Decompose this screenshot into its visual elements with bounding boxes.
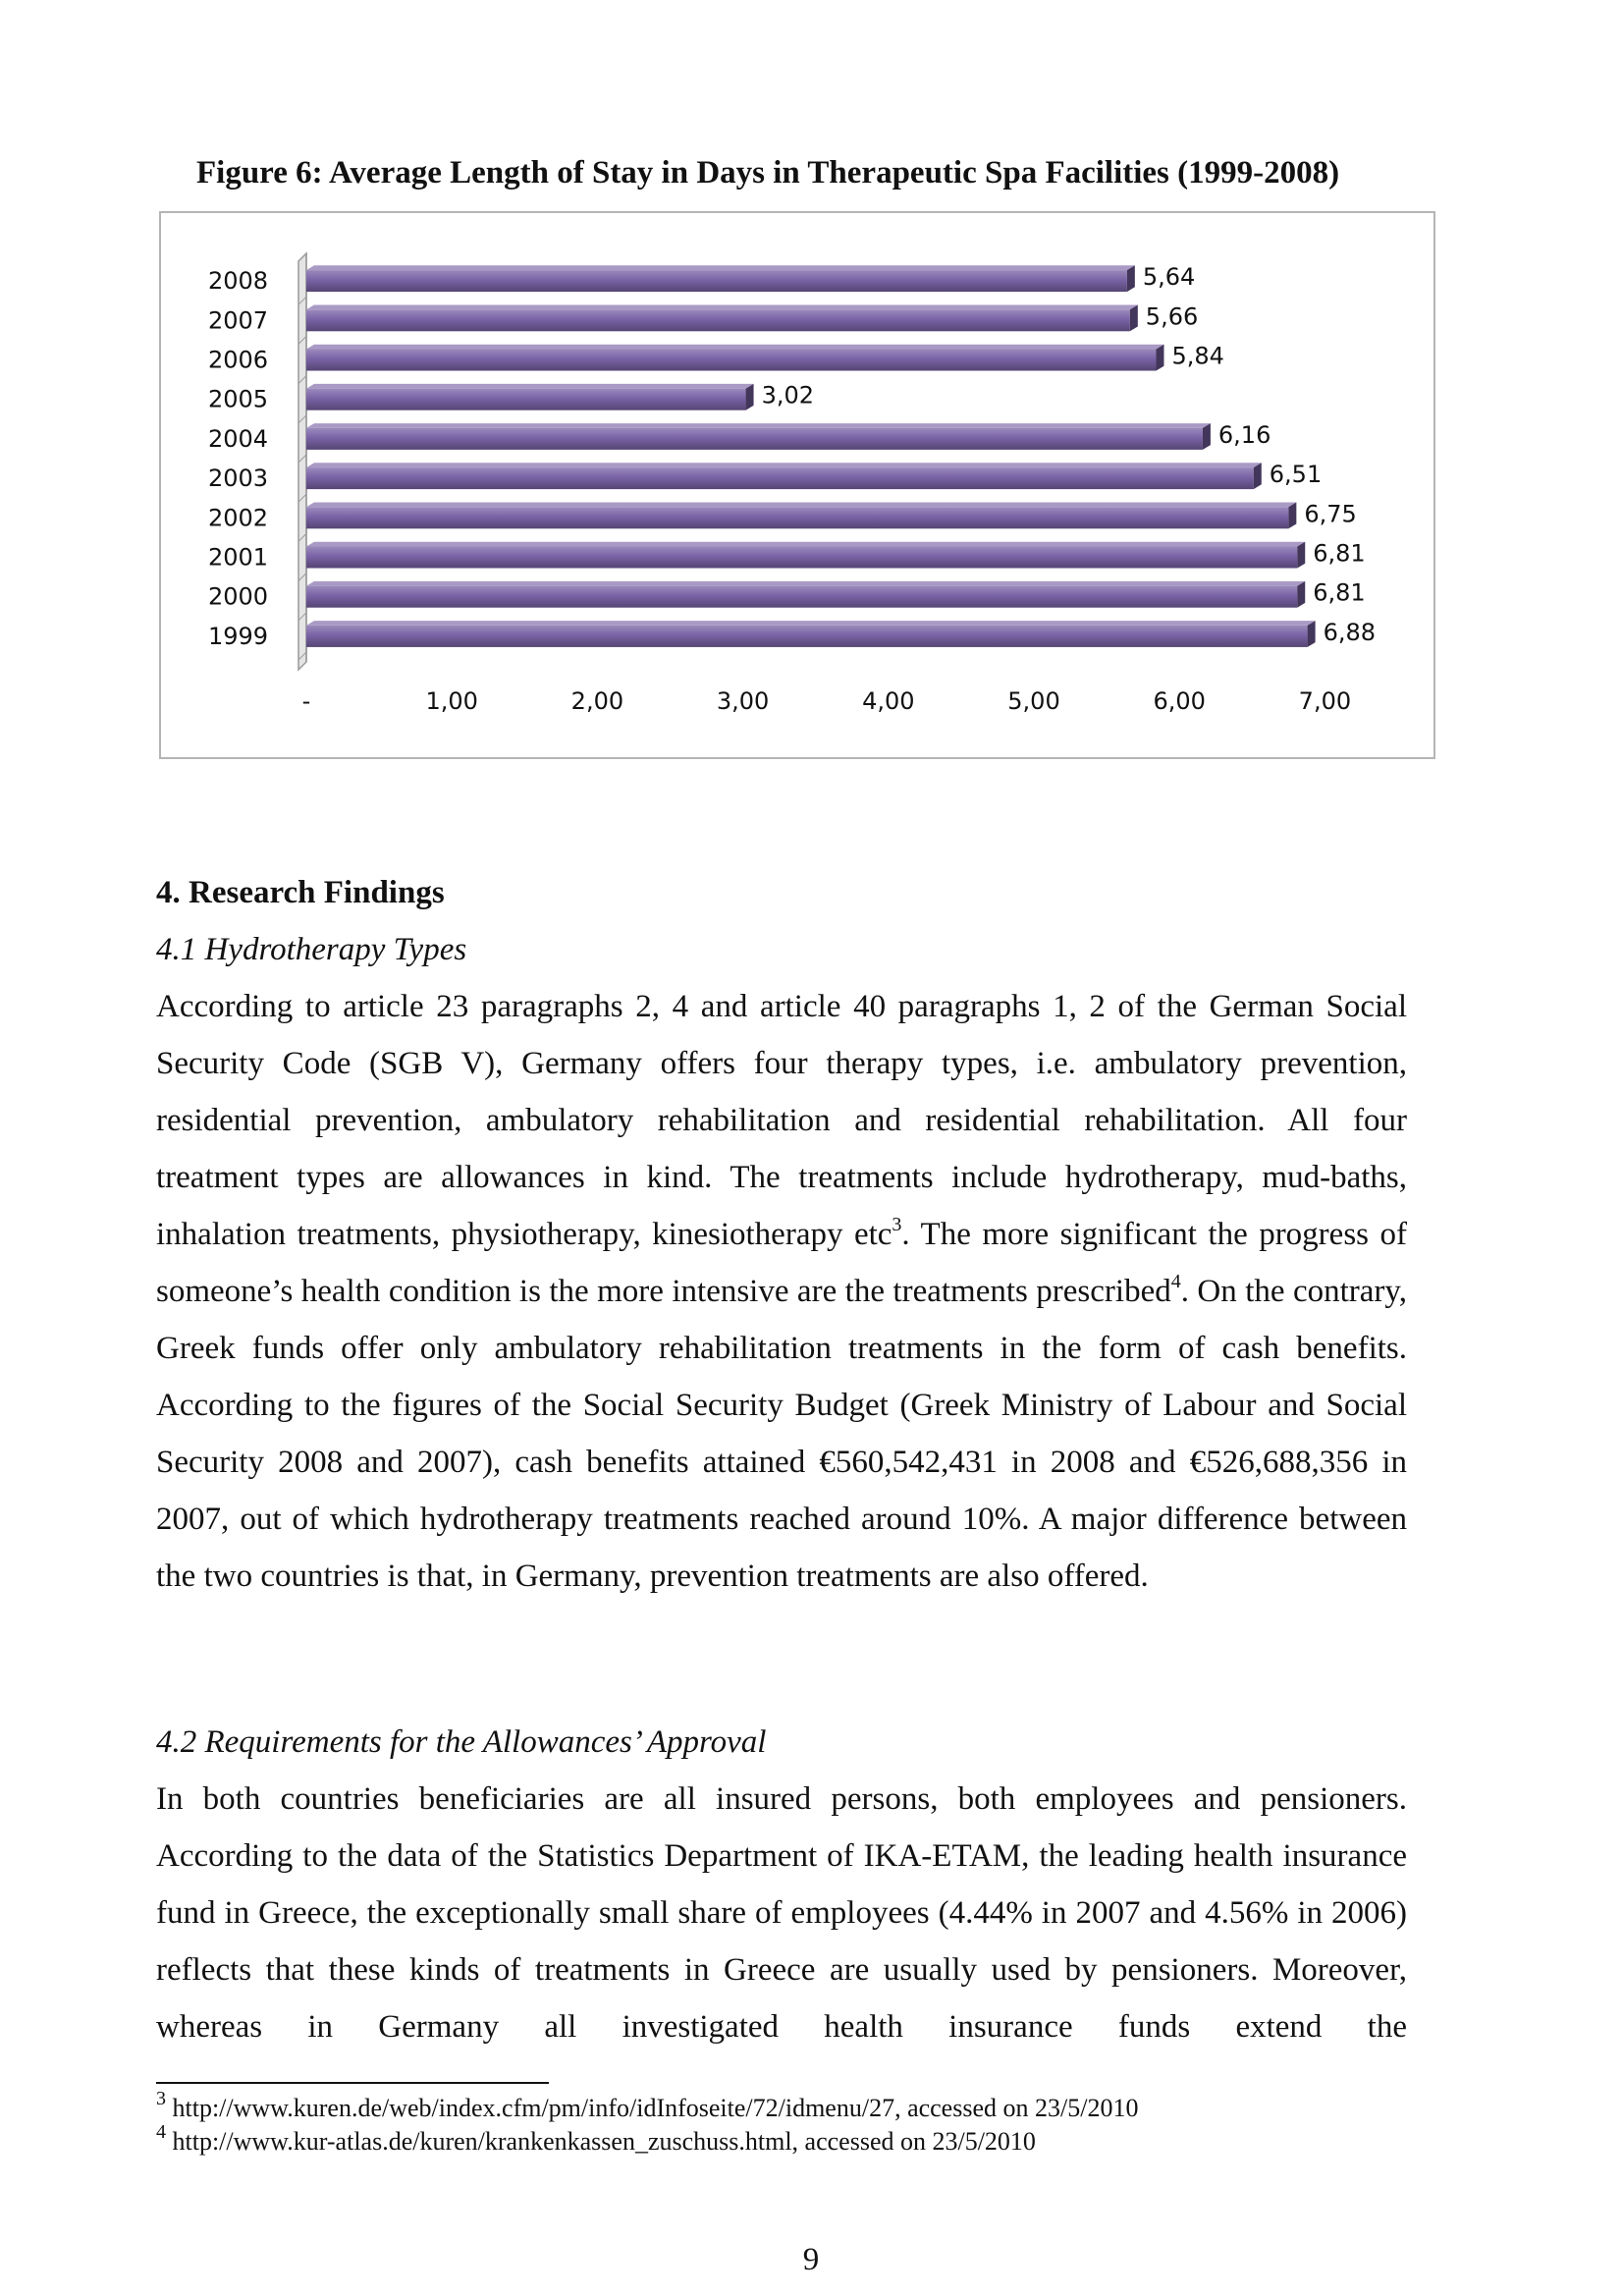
data-label: 6,88 — [1323, 618, 1377, 646]
data-label: 3,02 — [761, 381, 815, 410]
data-label: 5,64 — [1142, 263, 1196, 292]
footnote-ref: 4 — [1170, 1271, 1181, 1292]
bar — [306, 309, 1130, 331]
footnote-number: 4 — [156, 2121, 166, 2144]
data-label: 6,16 — [1217, 420, 1271, 449]
bar — [306, 547, 1297, 569]
x-tick-label: 6,00 — [1153, 687, 1206, 715]
chart-canvas — [161, 213, 1433, 757]
data-label: 5,66 — [1145, 302, 1199, 331]
footnote-number: 3 — [156, 2088, 166, 2110]
bar — [306, 507, 1288, 528]
bar-chart — [159, 211, 1435, 759]
bar-top-face — [306, 384, 754, 389]
bar — [306, 389, 746, 410]
paragraph-requirements: In both countries beneficiaries are all insured persons, both employees and pensioners. According to the data of the Statistics Department of IKA-ETAM, the leading health insurance fund in Greece, the exceptionally small share of employees (4.44% in 2007 and 4.56% in 2006) reflects that these kinds of treatments in Greece are usually used by pensioners. Moreover, whereas in Germany all investigated health insurance funds extend the — [156, 1781, 1407, 2045]
y-tick-label: 2007 — [208, 306, 269, 335]
bar-top-face — [306, 305, 1138, 310]
footnote-separator — [156, 2082, 549, 2084]
y-tick-label: 2001 — [208, 543, 269, 572]
x-tick-label: 5,00 — [1007, 687, 1060, 715]
x-tick-label: 2,00 — [570, 687, 624, 715]
footnote-link[interactable]: http://www.kuren.de/web/index.cfm/pm/info/idInfoseite/72/idmenu/27, accessed on 23/5/2010 — [172, 2094, 1139, 2122]
bar-top-face — [306, 265, 1135, 270]
page-number: 9 — [802, 2242, 820, 2277]
y-tick-label: 2006 — [208, 346, 269, 374]
section-heading: 4. Research Findings — [156, 875, 445, 910]
bar — [306, 586, 1297, 608]
y-tick-label: 1999 — [208, 622, 269, 650]
bar-top-face — [306, 423, 1211, 428]
bar-top-face — [306, 581, 1305, 586]
bar-top-face — [306, 463, 1262, 467]
subsection-heading-requirements: 4.2 Requirements for the Allowances’ Approval — [156, 1724, 767, 1760]
footnote-link[interactable]: http://www.kur-atlas.de/kuren/krankenkassen_zuschuss.html, accessed on 23/5/2010 — [172, 2127, 1036, 2156]
data-label: 6,81 — [1313, 539, 1366, 568]
data-label: 6,51 — [1269, 461, 1323, 489]
y-tick-label: 2000 — [208, 582, 269, 611]
y-tick-label: 2008 — [208, 267, 269, 296]
paragraph-text: . On the contrary, Greek funds offer only ambulatory rehabilitation treatments in the form of cash benefits. According to the figures of the Social Security Budget (Greek Ministry of Labour and Social Security 2008 and 2007), cash benefits attained €560,542,431 in 2008 and €526,688,356 in 2007, out of which hydrotherapy treatments reached around 10%. A major difference between the two countries is that, in Germany, prevention treatments are also offered. — [156, 1274, 1407, 1594]
bar-top-face — [306, 345, 1163, 350]
x-tick-label: 4,00 — [862, 687, 915, 715]
data-label: 5,84 — [1171, 342, 1224, 370]
x-tick-label: 3,00 — [716, 687, 770, 715]
paragraph-text: . The more significant the progress of someone’s health condition is the more intensive are the treatments prescribed — [156, 1217, 1407, 1309]
subsection-heading-hydrotherapy-types: 4.1 Hydrotherapy Types — [156, 932, 467, 967]
paragraph-text: According to article 23 paragraphs 2, 4 and article 40 paragraphs 1, 2 of the German Social Security Code (SGB V), Germany offers four therapy types, i.e. ambulatory prevention, residential prevention, ambulatory rehabilitation and residential rehabilitation. All four treatment types are allowances in kind. The treatments include hydrotherapy, mud-baths, inhalation treatments, physiotherapy, kinesiotherapy etc — [156, 989, 1407, 1252]
y-tick-label: 2002 — [208, 504, 269, 532]
x-tick-label: - — [301, 687, 311, 715]
paragraph-hydrotherapy-types — [156, 978, 1407, 1605]
y-tick-label: 2005 — [208, 385, 269, 413]
footnotes — [156, 2088, 1139, 2159]
bar-top-face — [306, 542, 1305, 547]
data-label: 6,75 — [1304, 500, 1357, 528]
bar — [306, 350, 1156, 371]
x-tick-label: 7,00 — [1298, 687, 1352, 715]
x-tick-label: 1,00 — [425, 687, 478, 715]
data-label: 6,81 — [1313, 578, 1366, 607]
footnote — [156, 2088, 1139, 2125]
figure-caption: Figure 6: Average Length of Stay in Days in Therapeutic Spa Facilities (1999-2008) — [196, 155, 1340, 191]
y-tick-label: 2003 — [208, 465, 269, 493]
bar-top-face — [306, 503, 1296, 508]
bar-top-face — [306, 621, 1316, 626]
bar — [306, 626, 1308, 647]
bar — [306, 270, 1127, 292]
footnote-ref: 3 — [892, 1214, 902, 1235]
y-tick-label: 2004 — [208, 424, 269, 453]
bar — [306, 428, 1203, 450]
bar — [306, 467, 1254, 489]
footnote — [156, 2121, 1138, 2159]
